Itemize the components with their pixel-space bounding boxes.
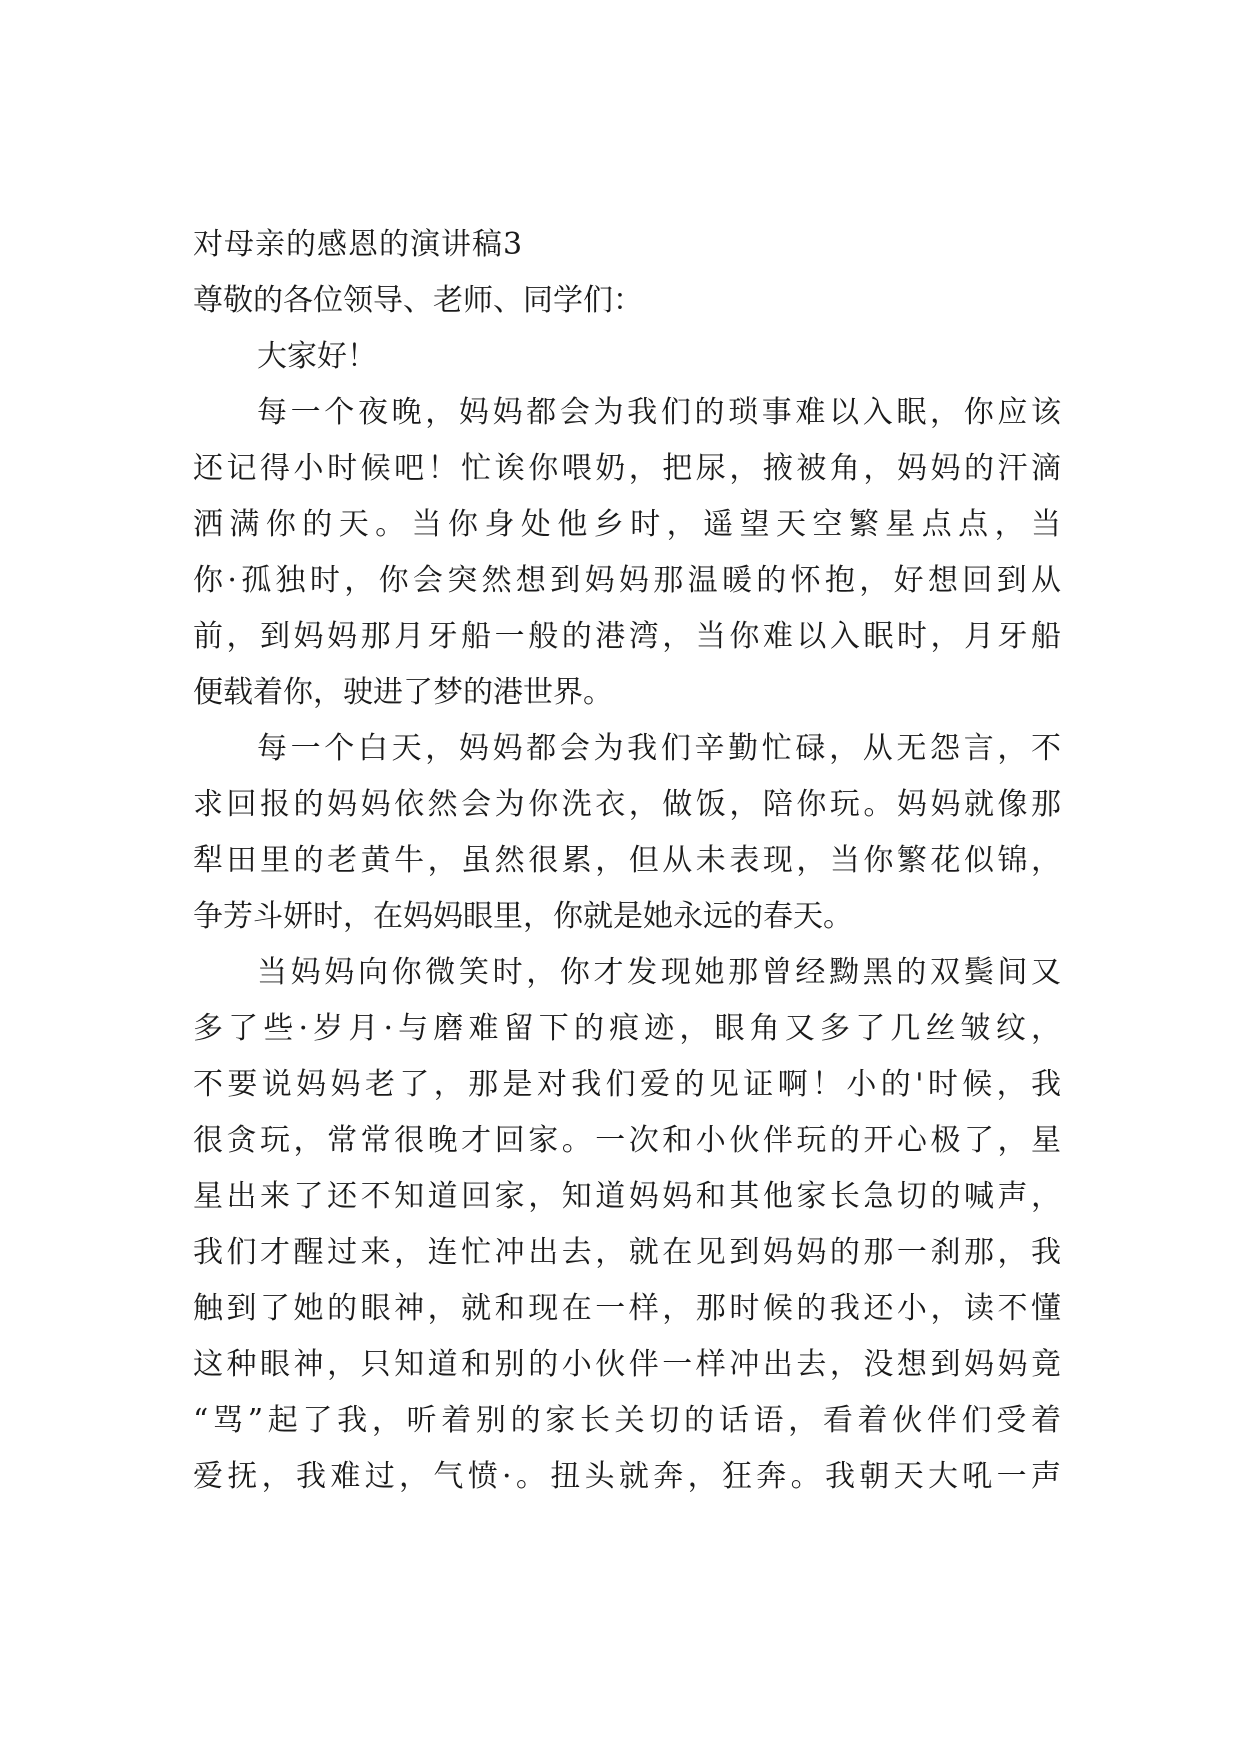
paragraph-line: 犁田里的老黄牛，虽然很累，但从未表现，当你繁花似锦，: [193, 843, 1061, 878]
paragraph-line: 很贪玩，常常很晚才回家。一次和小伙伴玩的开心极了，星: [193, 1123, 1061, 1158]
paragraph-2: [193, 721, 1061, 945]
paragraph-line: 不要说妈妈老了，那是对我们爱的见证啊！小的'时候，我: [193, 1067, 1061, 1102]
paragraph-line: 这种眼神，只知道和别的小伙伴一样冲出去，没想到妈妈竟: [193, 1347, 1061, 1382]
paragraph-line: 洒满你的天。当你身处他乡时，遥望天空繁星点点，当: [193, 507, 1061, 542]
paragraph-line: 便载着你，驶进了梦的港世界。: [193, 675, 613, 710]
paragraph-line: 争芳斗妍时，在妈妈眼里，你就是她永远的春天。: [193, 899, 853, 934]
paragraph-line: “骂”起了我，听着别的家长关切的话语，看着伙伴们受着: [193, 1403, 1061, 1438]
paragraph-3: [193, 945, 1061, 1505]
document-title: 对母亲的感恩的演讲稿3: [193, 227, 524, 262]
paragraph-line: 前，到妈妈那月牙船一般的港湾，当你难以入眠时，月牙船: [193, 619, 1061, 654]
paragraph-line: 每一个白天，妈妈都会为我们辛勤忙碌，从无怨言，不: [257, 731, 1061, 766]
paragraph-line: 还记得小时候吧！忙诶你喂奶，把尿，掖被角，妈妈的汗滴: [193, 451, 1061, 486]
paragraph-line: 多了些·岁月·与磨难留下的痕迹，眼角又多了几丝皱纹，: [193, 1011, 1061, 1046]
paragraph-line: 求回报的妈妈依然会为你洗衣，做饭，陪你玩。妈妈就像那: [193, 787, 1061, 822]
document-body: [193, 217, 1061, 1505]
paragraph-line: 你·孤独时，你会突然想到妈妈那温暖的怀抱，好想回到从: [193, 563, 1061, 598]
paragraph-line: 当妈妈向你微笑时，你才发现她那曾经黝黑的双鬓间又: [257, 955, 1061, 990]
paragraph-line: 我们才醒过来，连忙冲出去，就在见到妈妈的那一刹那，我: [193, 1235, 1061, 1270]
greeting: 大家好！: [257, 339, 377, 374]
paragraph-1: [193, 385, 1061, 721]
paragraph-line: 触到了她的眼神，就和现在一样，那时候的我还小，读不懂: [193, 1291, 1061, 1326]
salutation: 尊敬的各位领导、老师、同学们：: [193, 283, 643, 318]
paragraph-line: 星出来了还不知道回家，知道妈妈和其他家长急切的喊声，: [193, 1179, 1061, 1214]
paragraph-line: 每一个夜晚，妈妈都会为我们的琐事难以入眠，你应该: [257, 395, 1061, 430]
paragraph-line: 爱抚，我难过，气愤·。扭头就奔，狂奔。我朝天大吼一声: [193, 1459, 1061, 1494]
